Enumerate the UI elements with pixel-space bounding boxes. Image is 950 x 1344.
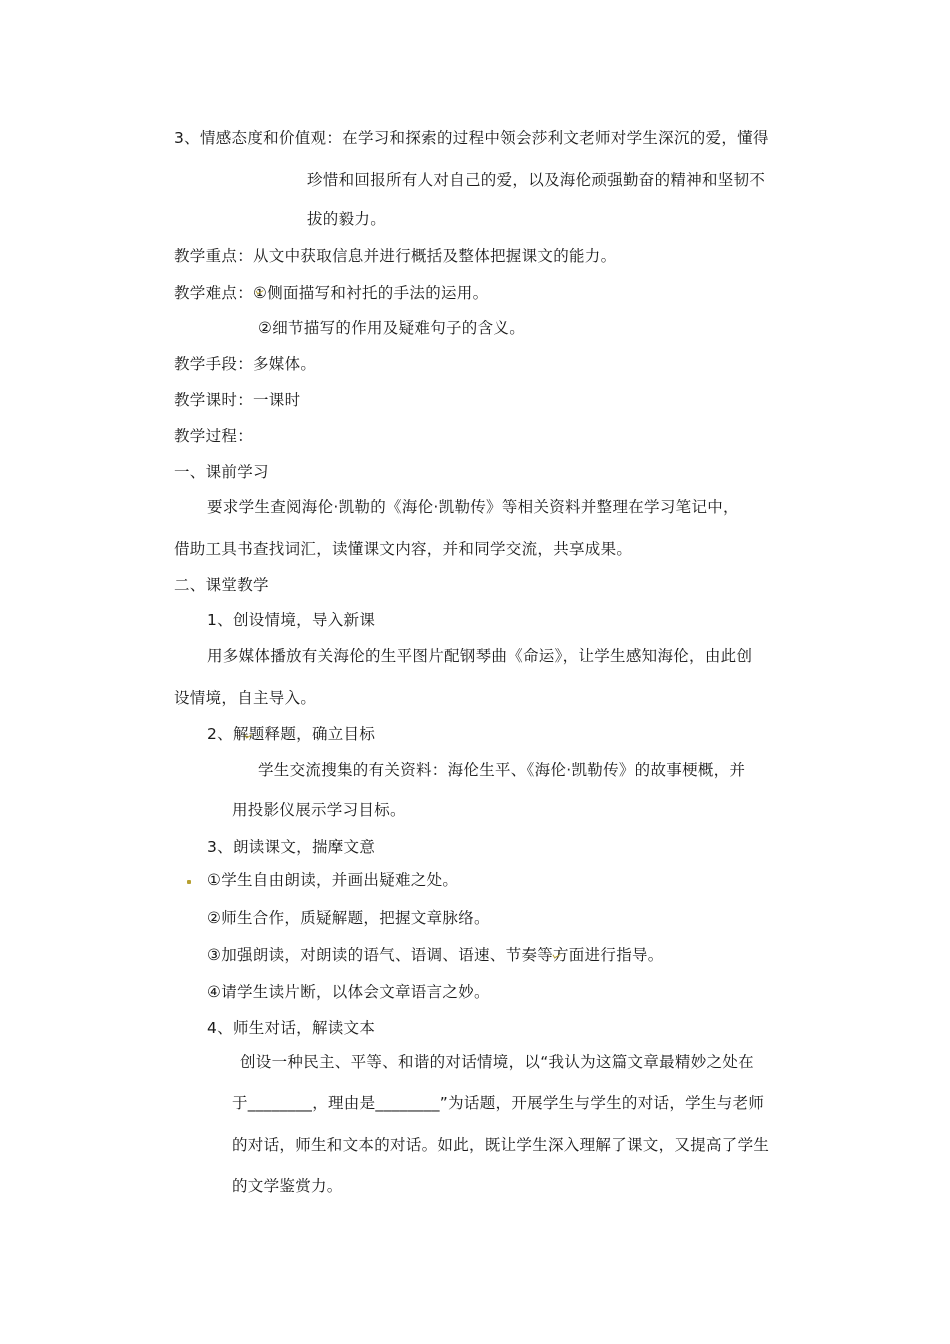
step-2-para-line-1: 学生交流搜集的有关资料：海伦生平、《海伦·凯勒传》的故事梗概，并 (258, 761, 746, 779)
teaching-focus: 教学重点：从文中获取信息并进行概括及整体把握课文的能力。 (174, 247, 617, 265)
step-4-para-line-3: 的对话，师生和文本的对话。如此，既让学生深入理解了课文，又提高了学生 (232, 1136, 770, 1154)
section-2-heading: 二、课堂教学 (174, 576, 269, 594)
step-2-heading: 2、解题释题，确立目标 (207, 725, 376, 743)
step-3-item-4: ④请学生读片断，以体会文章语言之妙。 (207, 983, 490, 1001)
objective-3-line-1: 3、情感态度和价值观：在学习和探索的过程中领会莎利文老师对学生深沉的爱，懂得 (174, 129, 769, 147)
step-3-item-2: ②师生合作，质疑解题，把握文章脉络。 (207, 909, 490, 927)
step-3-item-3: ③加强朗读，对朗读的语气、语调、语速、节奏等方面进行指导。 (207, 946, 664, 964)
teaching-difficulty-1: 教学难点：①侧面描写和衬托的手法的运用。 (174, 284, 489, 302)
step-1-para-line-1: 用多媒体播放有关海伦的生平图片配钢琴曲《命运》，让学生感知海伦，由此创 (207, 647, 753, 665)
step-4-para-line-1: 创设一种民主、平等、和谐的对话情境，以“我认为这篇文章最精妙之处在 (240, 1053, 754, 1071)
step-2-para-line-2: 用投影仪展示学习目标。 (232, 801, 406, 819)
section-1-para-line-2: 借助工具书查找词汇，读懂课文内容，并和同学交流，共享成果。 (174, 540, 633, 558)
objective-3-line-3: 拔的毅力。 (307, 210, 387, 228)
step-3-heading: 3、朗读课文，揣摩文意 (207, 838, 376, 856)
annotation-dot (187, 880, 191, 884)
step-4-heading: 4、师生对话，解读文本 (207, 1019, 376, 1037)
section-1-heading: 一、课前学习 (174, 463, 269, 481)
teaching-difficulty-2: ②细节描写的作用及疑难句子的含义。 (258, 319, 525, 337)
objective-3-line-2: 珍惜和回报所有人对自己的爱，以及海伦顽强勤奋的精神和坚韧不 (307, 171, 766, 189)
step-1-heading: 1、创设情境，导入新课 (207, 611, 376, 629)
step-4-para-line-4: 的文学鉴赏力。 (232, 1177, 343, 1195)
step-4-para-line-2: 于________，理由是________”为话题，开展学生与学生的对话，学生与老师 (232, 1094, 765, 1112)
step-1-para-line-2: 设情境，自主导入。 (174, 689, 317, 707)
step-3-item-1: ①学生自由朗读，并画出疑难之处。 (207, 871, 459, 889)
teaching-process-heading: 教学过程： (174, 427, 254, 445)
section-1-para-line-1: 要求学生查阅海伦·凯勒的《海伦·凯勒传》等相关资料并整理在学习笔记中， (207, 498, 739, 516)
teaching-hours: 教学课时：一课时 (174, 391, 301, 409)
teaching-means: 教学手段：多媒体。 (174, 355, 317, 373)
